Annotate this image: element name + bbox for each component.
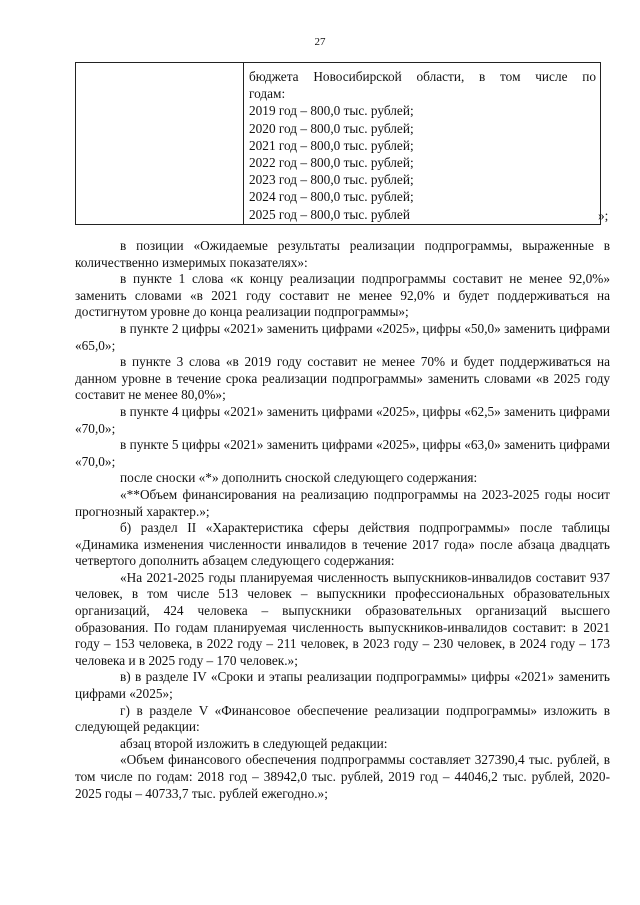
paragraph: «**Объем финансирования на реализацию подпрограммы на 2023-2025 годы носит прогнозный характер.»; — [75, 486, 610, 519]
paragraph: в пункте 5 цифры «2021» заменить цифрами «2025», цифры «63,0» заменить цифрами «70,0»; — [75, 437, 610, 469]
table-line: 2025 год – 800,0 тыс. рублей — [249, 206, 410, 222]
table-line: 2019 год – 800,0 тыс. рублей; — [249, 103, 414, 119]
paragraph: в) в разделе IV «Сроки и этапы реализации подпрограммы» цифры «2021» заменить цифрами «2025»; — [75, 669, 610, 702]
paragraph: б) раздел II «Характеристика сферы действия подпрограммы» после таблицы «Динамика изменения численности инвалидов в течение 2017 года» после абзаца двадцать четвертого дополнить абзацем следующего содержания: — [75, 520, 610, 569]
table-line: годам: — [249, 86, 286, 102]
document-body — [75, 238, 610, 802]
paragraph: в пункте 1 слова «к концу реализации подпрограммы составит не менее 92,0%» заменить словами «в 2021 году составит не менее 92,0% и будет поддерживаться на достигнутом уровне до конца реализации подпрограммы»; — [75, 271, 610, 320]
table-line: 2022 год – 800,0 тыс. рублей; — [249, 155, 414, 171]
table-line: бюджета Новосибирской области, в том числе по — [249, 69, 596, 84]
budget-table — [75, 62, 601, 225]
paragraph: в пункте 2 цифры «2021» заменить цифрами «2025», цифры «50,0» заменить цифрами «65,0»; — [75, 320, 610, 353]
table-line: 2024 год – 800,0 тыс. рублей; — [249, 189, 414, 205]
paragraph: после сноски «*» дополнить сноской следующего содержания: — [120, 470, 478, 486]
paragraph: в позиции «Ожидаемые результаты реализации подпрограммы, выраженные в количественно измеримых показателях»: — [75, 238, 610, 270]
table-line: 2020 год – 800,0 тыс. рублей; — [249, 120, 414, 136]
paragraph: «На 2021-2025 годы планируемая численность выпускников-инвалидов составит 937 человек, в том числе 513 человек – выпускники профессиональных образовательных организаций, 424 человека – выпускники образовательных организаций высшего образования. По годам планируемая численность выпускников-инвалидов составит: в 2021 году – 153 человека, в 2022 году – 211 человек, в 2023 году – 230 человек, в 2024 году – 173 человека и в 2025 году – 170 человек.»; — [75, 569, 610, 668]
paragraph: в пункте 4 цифры «2021» заменить цифрами «2025», цифры «62,5» заменить цифрами «70,0»; — [75, 403, 610, 436]
table-closing-quote: »; — [598, 208, 609, 223]
table-line: 2021 год – 800,0 тыс. рублей; — [249, 137, 414, 153]
table-cell-funding — [244, 63, 601, 225]
paragraph: в пункте 3 слова «в 2019 году составит не менее 70% и будет поддерживаться на данном уровне в течение срока реализации подпрограммы» заменить словами «в 2025 году составит не менее 80,0%»; — [75, 354, 610, 403]
paragraph: абзац второй изложить в следующей редакции: — [120, 735, 388, 751]
table-row — [76, 63, 601, 225]
page-number: 27 — [314, 36, 326, 48]
paragraph: г) в разделе V «Финансовое обеспечение реализации подпрограммы» изложить в следующей редакции: — [75, 702, 610, 735]
paragraph: «Объем финансового обеспечения подпрограммы составляет 327390,4 тыс. рублей, в том числе по годам: 2018 год – 38942,0 тыс. рублей, 2019 год – 44046,2 тыс. рублей, 2020-2025 годы – 40733,7 тыс. рублей ежегодно.»; — [75, 752, 610, 801]
table-cell-empty — [76, 63, 244, 225]
table-line: 2023 год – 800,0 тыс. рублей; — [249, 172, 414, 188]
